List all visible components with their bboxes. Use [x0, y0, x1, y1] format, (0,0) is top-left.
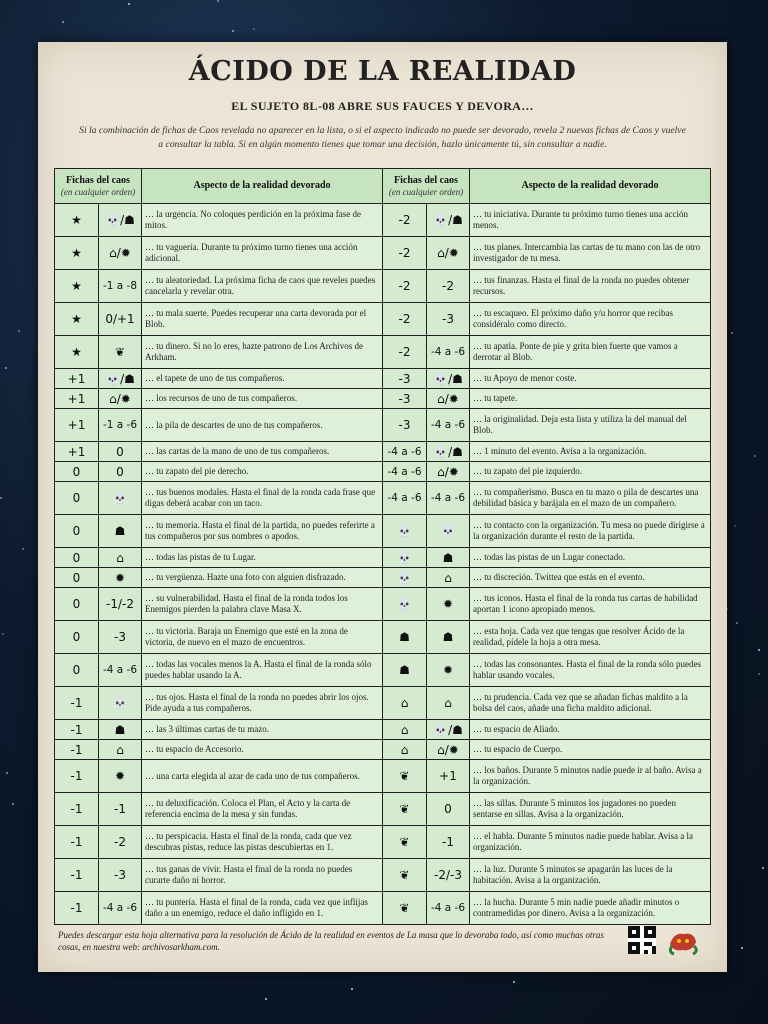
token-left-1: 0: [55, 654, 99, 687]
token-left-2: 0/+1: [99, 303, 142, 336]
token-left-2: -1/-2: [99, 588, 142, 621]
token-right-2: -1: [427, 826, 470, 859]
qr-code-icon: [628, 926, 656, 954]
header-tokens-sub: (en cualquier orden): [60, 186, 136, 197]
token-right-1: ❦: [383, 826, 427, 859]
aspect-left: … las 3 últimas cartas de tu mazo.: [142, 720, 383, 740]
aspect-right: … tu escaqueo. El próximo daño y/u horror que recibas considéralo como directo.: [470, 303, 711, 336]
table-row: [55, 892, 711, 925]
aspect-right: … tu espacio de Cuerpo.: [470, 740, 711, 760]
token-right-1: -3: [383, 409, 427, 442]
token-left-2: ☗: [99, 720, 142, 740]
intro-text: Si la combinación de fichas de Caos revelada no aparecer en la lista, o si el aspecto indicado no puede ser devorado, revela 2 nuevas fichas de Caos y vuelve a consultar la tabla. Si en algún momento tienes que tomar una decisión, hazlo únicamente tú, sin consultar a nadie.: [79, 125, 686, 150]
table-row: [55, 303, 711, 336]
star-dot: [22, 548, 24, 550]
aspect-left: … tu zapato del pie derecho.: [142, 462, 383, 482]
aspect-right: … 1 minuto del evento. Avisa a la organización.: [470, 442, 711, 462]
token-right-1: ❦: [383, 892, 427, 925]
header-tokens-label: Fichas del caos: [394, 174, 458, 186]
star-dot: [217, 0, 219, 2]
token-right-1: -2: [383, 303, 427, 336]
star-dot: [12, 803, 14, 805]
aspect-left: … tu puntería. Hasta el final de la ronda, cada vez que inflijas daño a un enemigo, reduce el daño infligido en 1.: [142, 892, 383, 925]
header-tokens-right: [383, 169, 470, 204]
star-dot: [265, 998, 267, 1000]
aspect-left: … tus ojos. Hasta el final de la ronda no puedes abrir los ojos. Pide ayuda a tus compañeros.: [142, 687, 383, 720]
table-row: [55, 588, 711, 621]
token-left-1: ★: [55, 336, 99, 369]
star-dot: [741, 947, 743, 949]
table-row: [55, 389, 711, 409]
aspect-left: … la pila de descartes de uno de tus compañeros.: [142, 409, 383, 442]
table-row: [55, 568, 711, 588]
token-right-2: ⌂/✹: [427, 237, 470, 270]
aspect-left: … tu vaguería. Durante tu próximo turno tienes una acción adicional.: [142, 237, 383, 270]
token-right-2: -4 a -6: [427, 482, 470, 515]
token-right-1: ⌂: [383, 687, 427, 720]
table-row: [55, 859, 711, 892]
token-left-2: ❦: [99, 336, 142, 369]
token-right-2: -2/-3: [427, 859, 470, 892]
star-dot: [6, 772, 8, 774]
table-row: [55, 442, 711, 462]
star-dot: [754, 455, 756, 457]
token-left-2: ☗: [99, 515, 142, 548]
star-dot: [351, 988, 353, 990]
token-right-1: -4 a -6: [383, 482, 427, 515]
aspect-right: … tu compañerismo. Busca en tu mazo o pila de descartes una debilidad básica y barájala en el mazo de un compañero.: [470, 482, 711, 515]
aspect-left: … tu mala suerte. Puedes recuperar una carta devorada por el Blob.: [142, 303, 383, 336]
aspect-left: … una carta elegida al azar de cada uno de tus compañeros.: [142, 760, 383, 793]
token-right-1: -4 a -6: [383, 442, 427, 462]
token-right-2: +1: [427, 760, 470, 793]
token-left-1: -1: [55, 859, 99, 892]
token-left-1: ★: [55, 237, 99, 270]
table-body: [55, 204, 711, 925]
token-right-1: ☗: [383, 621, 427, 654]
token-right-2: 💀/☗: [427, 369, 470, 389]
aspect-right: … los baños. Durante 5 minutos nadie puede ir al baño. Avisa a la organización.: [470, 760, 711, 793]
token-left-2: 💀/☗: [99, 204, 142, 237]
token-right-1: ☗: [383, 654, 427, 687]
token-left-1: ★: [55, 270, 99, 303]
token-left-1: +1: [55, 409, 99, 442]
star-dot: [0, 497, 2, 499]
table-row: [55, 720, 711, 740]
token-left-2: -1 a -6: [99, 409, 142, 442]
token-left-2: ⌂/✹: [99, 389, 142, 409]
token-right-2: ☗: [427, 548, 470, 568]
aspect-left: … tu victoria. Baraja un Enemigo que esté en la zona de victoria, de nuevo en el mazo de encuentros.: [142, 621, 383, 654]
token-right-2: ✹: [427, 588, 470, 621]
aspect-right: … tus iconos. Hasta el final de la ronda tus cartas de habilidad aportan 1 icono apropiado menos.: [470, 588, 711, 621]
token-right-1: ⌂: [383, 720, 427, 740]
aspect-left: … tu deluxificación. Coloca el Plan, el Acto y la carta de referencia encima de la mesa y sin fundas.: [142, 793, 383, 826]
token-left-1: -1: [55, 687, 99, 720]
table-row: [55, 793, 711, 826]
aspect-right: … la luz. Durante 5 minutos se apagarán las luces de la habitación. Avisa a la organización.: [470, 859, 711, 892]
token-left-1: 0: [55, 515, 99, 548]
star-dot: [18, 330, 20, 332]
aspect-right: … tu Apoyo de menor coste.: [470, 369, 711, 389]
token-right-1: ❦: [383, 760, 427, 793]
token-left-1: ★: [55, 303, 99, 336]
aspect-right: … tu apatía. Ponte de pie y grita bien fuerte que vamos a derrotar al Blob.: [470, 336, 711, 369]
token-left-2: -1 a -8: [99, 270, 142, 303]
token-left-1: -1: [55, 793, 99, 826]
token-right-2: ☗: [427, 621, 470, 654]
table-row: [55, 548, 711, 568]
table-row: [55, 740, 711, 760]
aspect-right: … tu zapato del pie izquierdo.: [470, 462, 711, 482]
star-dot: [758, 649, 760, 651]
token-left-2: -4 a -6: [99, 654, 142, 687]
token-right-1: -2: [383, 204, 427, 237]
table-row: [55, 336, 711, 369]
token-right-2: -4 a -6: [427, 409, 470, 442]
token-right-1: -4 a -6: [383, 462, 427, 482]
table-row: [55, 482, 711, 515]
table-row: [55, 237, 711, 270]
aspect-right: … la originalidad. Deja esta lista y utiliza la del manual del Blob.: [470, 409, 711, 442]
token-left-2: 0: [99, 442, 142, 462]
token-right-2: ⌂/✹: [427, 389, 470, 409]
token-left-2: -3: [99, 621, 142, 654]
table-row: [55, 270, 711, 303]
aspect-right: … tu contacto con la organización. Tu mesa no puede dirigirse a la organización durante el resto de la partida.: [470, 515, 711, 548]
token-left-1: 0: [55, 548, 99, 568]
token-left-2: ⌂: [99, 740, 142, 760]
token-left-1: -1: [55, 740, 99, 760]
chaos-table: [54, 168, 710, 925]
aspect-left: … todas las vocales menos la A. Hasta el final de la ronda sólo puedes hablar usando la A.: [142, 654, 383, 687]
star-dot: [253, 28, 255, 30]
token-left-1: -1: [55, 720, 99, 740]
aspect-left: … todas las pistas de tu Lugar.: [142, 548, 383, 568]
token-left-2: 💀: [99, 482, 142, 515]
aspect-left: … las cartas de la mano de uno de tus compañeros.: [142, 442, 383, 462]
aspect-left: … tu memoria. Hasta el final de la partida, no puedes referirte a tus compañeros por sus nombres o apodos.: [142, 515, 383, 548]
aspect-right: … tu espacio de Aliado.: [470, 720, 711, 740]
token-right-2: 💀: [427, 515, 470, 548]
token-left-2: ⌂/✹: [99, 237, 142, 270]
token-right-2: -4 a -6: [427, 336, 470, 369]
star-dot: [731, 332, 733, 334]
token-left-2: 0: [99, 462, 142, 482]
token-right-2: ⌂/✹: [427, 462, 470, 482]
star-dot: [232, 30, 234, 32]
token-left-2: -3: [99, 859, 142, 892]
archivos-arkham-logo-icon: [666, 926, 700, 956]
aspect-right: … tus finanzas. Hasta el final de la ronda no puedes obtener recursos.: [470, 270, 711, 303]
token-left-1: +1: [55, 369, 99, 389]
reference-sheet: [38, 42, 727, 972]
token-left-1: +1: [55, 442, 99, 462]
token-left-1: 0: [55, 482, 99, 515]
aspect-right: … todas las consonantes. Hasta el final de la ronda sólo puedes hablar usando vocales.: [470, 654, 711, 687]
aspect-right: … tu iniciativa. Durante tu próximo turno tienes una acción menos.: [470, 204, 711, 237]
page-subtitle: EL SUJETO 8L-08 ABRE SUS FAUCES Y DEVORA…: [231, 99, 534, 113]
token-right-2: -4 a -6: [427, 892, 470, 925]
table-row: [55, 369, 711, 389]
page-title: ÁCIDO DE LA REALIDAD: [188, 56, 577, 87]
token-right-2: 💀/☗: [427, 204, 470, 237]
header-aspect-left: Aspecto de la realidad devorado: [142, 169, 383, 204]
aspect-right: … el habla. Durante 5 minutos nadie puede hablar. Avisa a la organización.: [470, 826, 711, 859]
token-left-2: 💀: [99, 687, 142, 720]
token-right-1: -3: [383, 389, 427, 409]
aspect-right: … todas las pistas de un Lugar conectado.: [470, 548, 711, 568]
header-tokens-left: [55, 169, 142, 204]
token-right-1: -3: [383, 369, 427, 389]
aspect-left: … tu perspicacia. Hasta el final de la ronda, cada que vez descubras pistas, reduce las pistas descubiertas en 1.: [142, 826, 383, 859]
star-dot: [128, 3, 130, 5]
token-right-2: 💀/☗: [427, 720, 470, 740]
table-row: [55, 760, 711, 793]
aspect-left: … la urgencia. No coloques perdición en la próxima fase de mitos.: [142, 204, 383, 237]
star-dot: [736, 622, 738, 624]
token-right-2: ⌂: [427, 568, 470, 588]
token-left-1: 0: [55, 588, 99, 621]
aspect-left: … tus ganas de vivir. Hasta el final de la ronda no puedes curarte daño ni horror.: [142, 859, 383, 892]
token-right-1: -2: [383, 237, 427, 270]
table-row: [55, 826, 711, 859]
star-dot: [62, 21, 64, 23]
token-left-2: -4 a -6: [99, 892, 142, 925]
aspect-right: … tu prudencia. Cada vez que se añadan fichas maldito a la bolsa del caos, añade una ficha maldito adicional.: [470, 687, 711, 720]
token-left-2: -2: [99, 826, 142, 859]
token-right-2: ⌂: [427, 687, 470, 720]
table-row: [55, 621, 711, 654]
aspect-left: … tu aleatoriedad. La próxima ficha de caos que reveles puedes cancelarla y revelar otra.: [142, 270, 383, 303]
token-left-1: ★: [55, 204, 99, 237]
star-dot: [513, 981, 515, 983]
token-right-1: 💀: [383, 548, 427, 568]
token-right-2: -3: [427, 303, 470, 336]
token-right-1: 💀: [383, 515, 427, 548]
aspect-right: … esta hoja. Cada vez que tengas que resolver Ácido de la realidad, pídele la hoja a otra mesa.: [470, 621, 711, 654]
table-row: [55, 515, 711, 548]
aspect-left: … los recursos de uno de tus compañeros.: [142, 389, 383, 409]
token-right-1: -2: [383, 270, 427, 303]
token-left-2: ✹: [99, 760, 142, 793]
token-left-2: -1: [99, 793, 142, 826]
token-right-1: ❦: [383, 793, 427, 826]
star-dot: [2, 633, 4, 635]
token-left-1: +1: [55, 389, 99, 409]
token-right-1: ⌂: [383, 740, 427, 760]
table-header-row: [55, 169, 711, 204]
token-right-1: 💀: [383, 588, 427, 621]
header-tokens-label: Fichas del caos: [66, 174, 130, 186]
token-left-1: -1: [55, 826, 99, 859]
footer-text: Puedes descargar esta hoja alternativa para la resolución de Ácido de la realidad en eventos de La masa que lo devoraba todo, así como muchas otras cosas, en nuestra web: archivosarkham.com.: [58, 930, 604, 953]
table-row: [55, 462, 711, 482]
aspect-right: … tu tapete.: [470, 389, 711, 409]
aspect-right: … las sillas. Durante 5 minutos los jugadores no pueden sentarse en sillas. Avisa a la organización.: [470, 793, 711, 826]
token-right-1: -2: [383, 336, 427, 369]
star-dot: [762, 867, 764, 869]
aspect-right: … tu discreción. Twittea que estás en el evento.: [470, 568, 711, 588]
aspect-left: … tus buenos modales. Hasta el final de la ronda cada frase que digas deberá acabar con un taco.: [142, 482, 383, 515]
token-left-1: 0: [55, 621, 99, 654]
token-left-2: ⌂: [99, 548, 142, 568]
aspect-left: … tu espacio de Accesorio.: [142, 740, 383, 760]
token-right-2: 0: [427, 793, 470, 826]
token-left-1: -1: [55, 892, 99, 925]
token-left-1: 0: [55, 568, 99, 588]
aspect-right: … tus planes. Intercambia las cartas de tu mano con las de otro investigador de tu mesa.: [470, 237, 711, 270]
token-right-2: ⌂/✹: [427, 740, 470, 760]
aspect-right: … la hucha. Durante 5 min nadie puede añadir minutos o contramedidas por dinero. Avisa a la organización.: [470, 892, 711, 925]
token-right-1: ❦: [383, 859, 427, 892]
aspect-left: … tu vergüenza. Hazte una foto con alguien disfrazado.: [142, 568, 383, 588]
token-right-2: 💀/☗: [427, 442, 470, 462]
token-right-2: -2: [427, 270, 470, 303]
star-dot: [734, 525, 736, 527]
aspect-left: … el tapete de uno de tus compañeros.: [142, 369, 383, 389]
aspect-left: … su vulnerabilidad. Hasta el final de la ronda todos los Enemigos pierden la palabra clave Masa X.: [142, 588, 383, 621]
token-right-1: 💀: [383, 568, 427, 588]
token-right-2: ✹: [427, 654, 470, 687]
table-row: [55, 687, 711, 720]
header-tokens-sub: (en cualquier orden): [388, 186, 464, 197]
token-left-1: 0: [55, 462, 99, 482]
table-row: [55, 409, 711, 442]
token-left-2: ✹: [99, 568, 142, 588]
table-row: [55, 204, 711, 237]
token-left-2: 💀/☗: [99, 369, 142, 389]
aspect-left: … tu dinero. Si no lo eres, hazte patrono de Los Archivos de Arkham.: [142, 336, 383, 369]
token-left-1: -1: [55, 760, 99, 793]
star-dot: [758, 673, 760, 675]
table-row: [55, 654, 711, 687]
header-aspect-right: Aspecto de la realidad devorado: [470, 169, 711, 204]
star-dot: [5, 367, 7, 369]
